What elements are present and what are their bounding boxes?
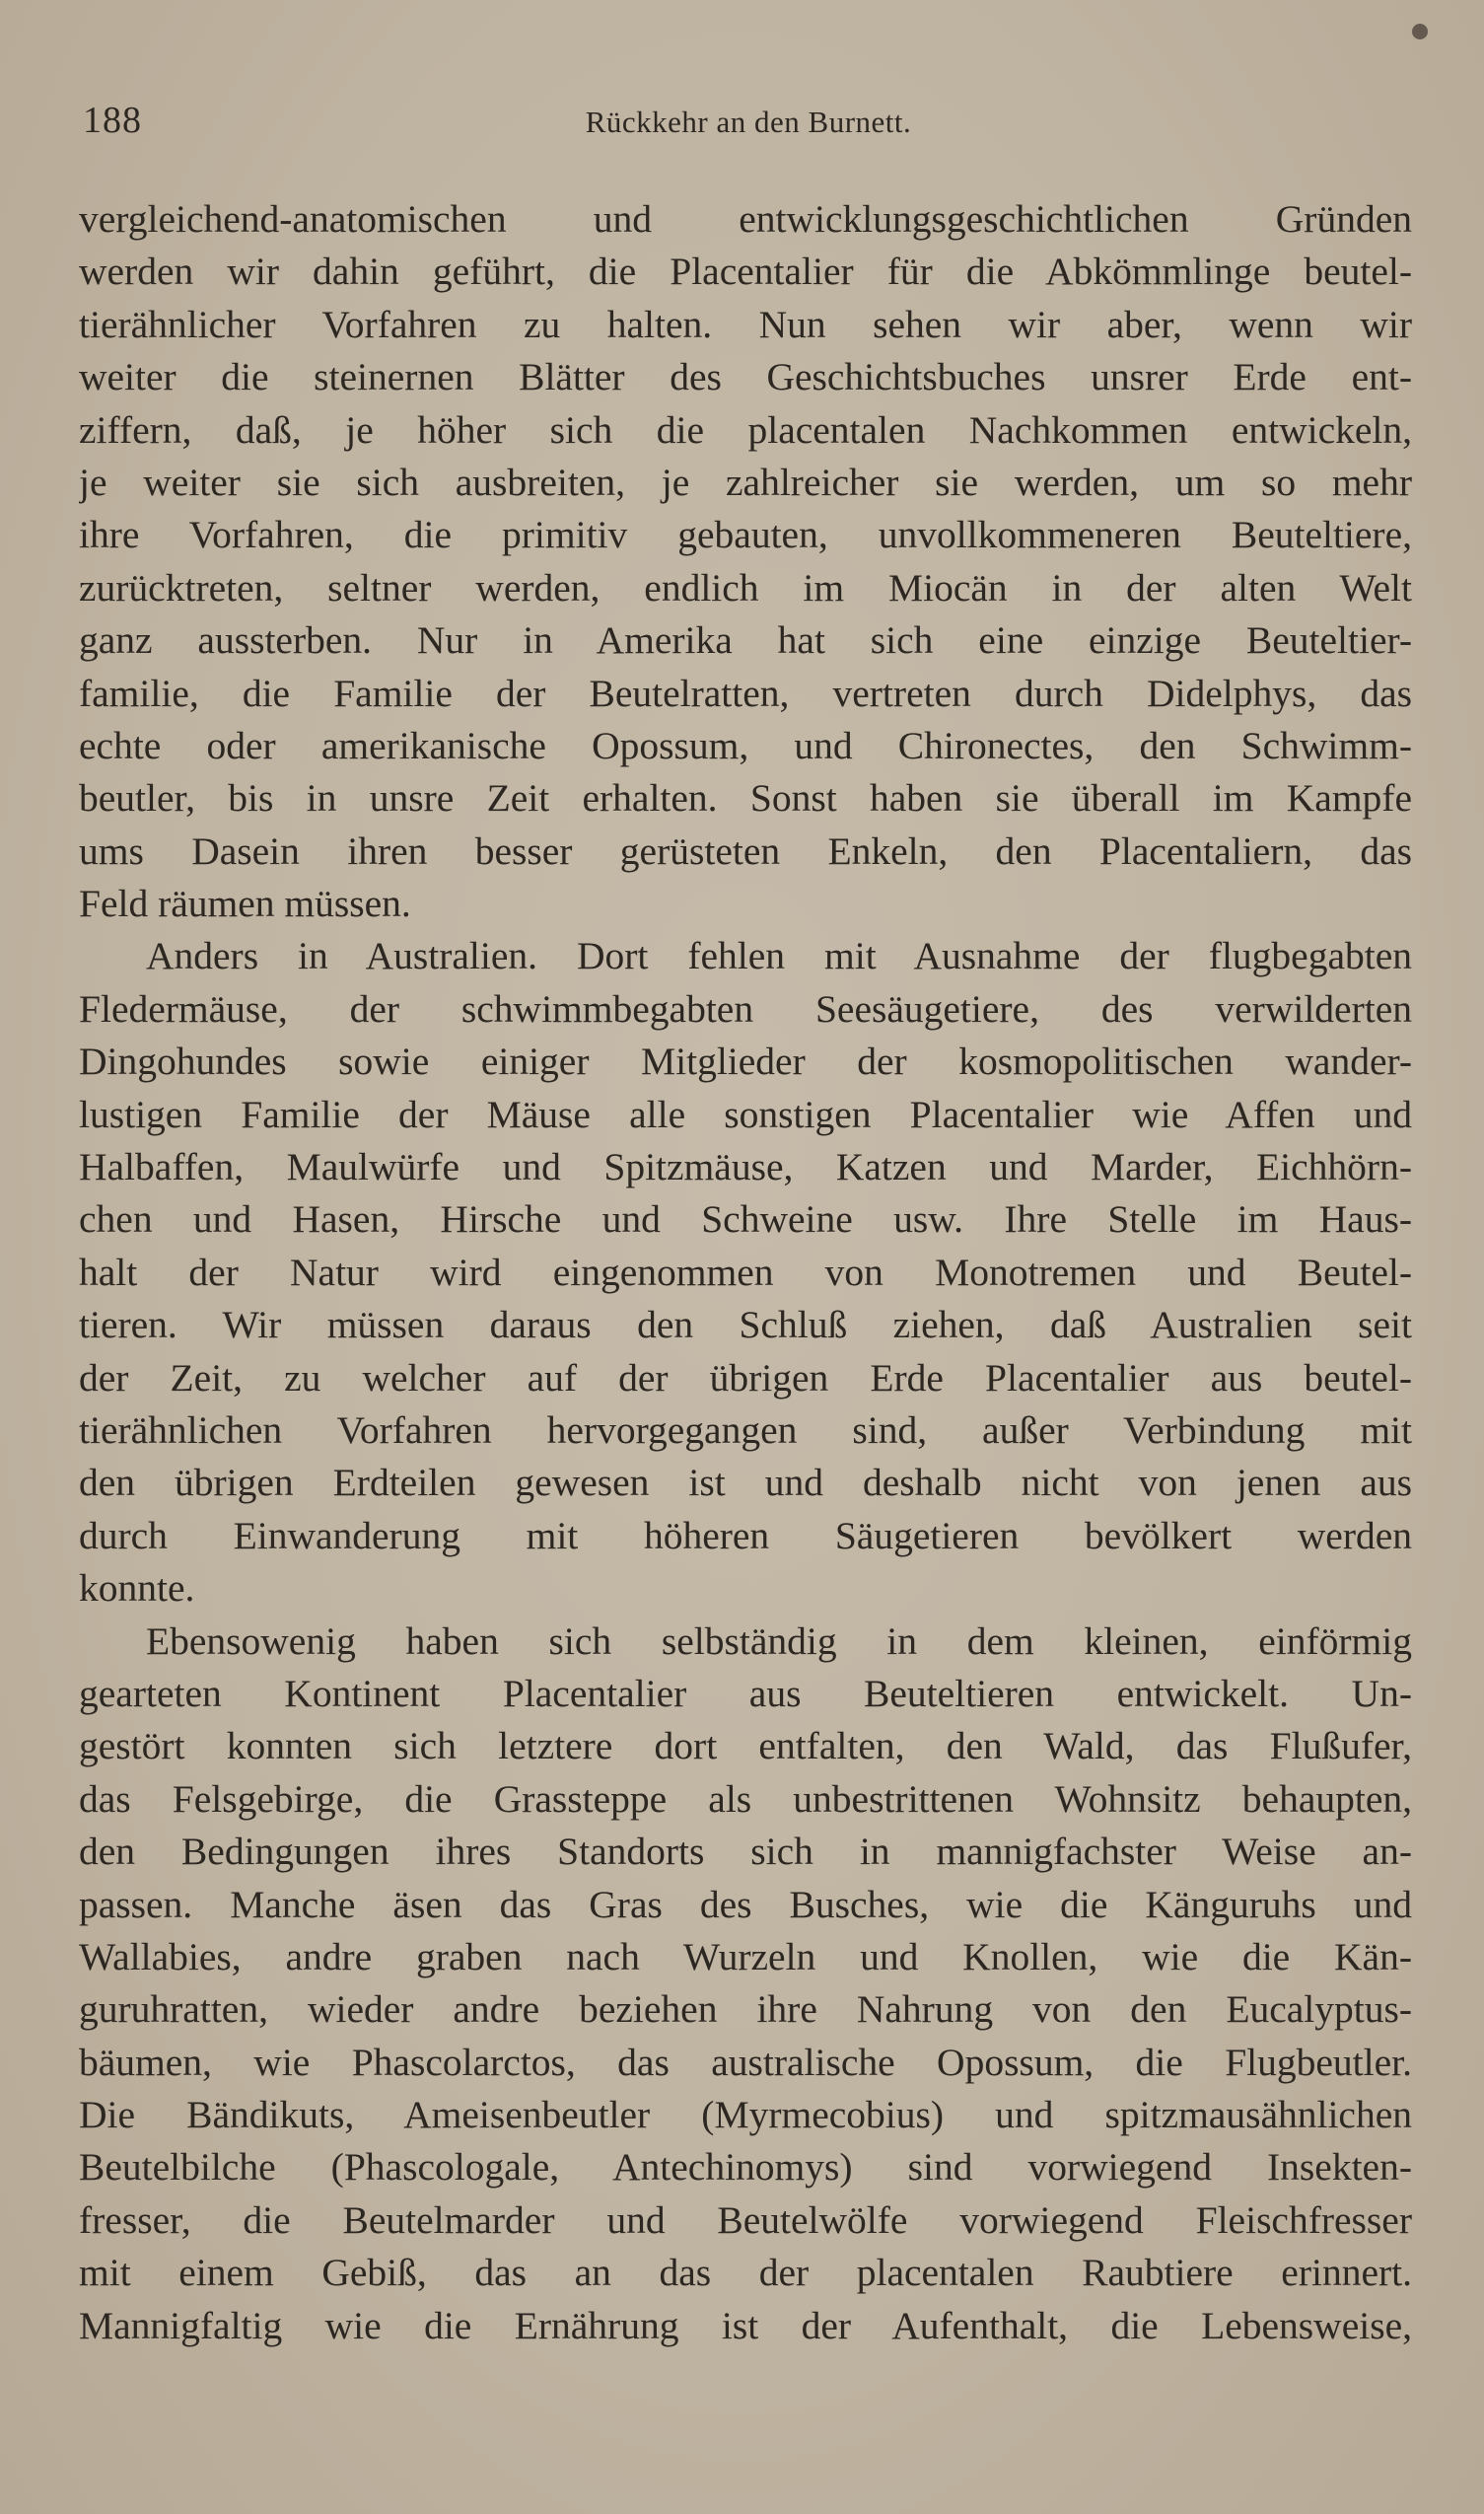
text-line: tieren. Wir müssen daraus den Schluß ziehen, daß Australien seit [79,1303,1412,1347]
text-line: tierähnlichen Vorfahren hervorgegangen sind, außer Verbindung mit [79,1407,1412,1452]
text-line: werden wir dahin geführt, die Placentalier für die Abkömmlinge beutel- [79,250,1412,294]
text-line: chen und Hasen, Hirsche und Schweine usw. Ihre Stelle im Haus- [79,1197,1412,1242]
text-line: gearteten Kontinent Placentalier aus Beuteltieren entwickelt. Un- [79,1671,1412,1715]
text-line: weiter die steinernen Blätter des Geschichtsbuches unsrer Erde ent- [79,355,1412,399]
text-line: konnte. [79,1566,195,1611]
text-line: familie, die Familie der Beutelratten, vertreten durch Didelphys, das [79,671,1412,715]
text-line: Fledermäuse, der schwimmbegabten Seesäugetiere, des verwilderten [79,986,1412,1031]
text-line: mit einem Gebiß, das an das der placentalen Raubtiere erinnert. [79,2251,1412,2295]
text-line: das Felsgebirge, die Grassteppe als unbestrittenen Wohnsitz behaupten, [79,1776,1412,1821]
text-line: der Zeit, zu welcher auf der übrigen Erde Placentalier aus beutel- [79,1355,1412,1400]
text-line: Anders in Australien. Dort fehlen mit Ausnahme der flugbegabten [146,934,1412,978]
text-line: beutler, bis in unsre Zeit erhalten. Sonst haben sie überall im Kampfe [79,776,1412,821]
text-line: Ebensowenig haben sich selbständig in dem kleinen, einförmig [146,1618,1412,1663]
text-line: Die Bändikuts, Ameisenbeutler (Myrmecobius) und spitzmausähnlichen [79,2093,1412,2137]
text-line: Dingohundes sowie einiger Mitglieder der kosmopolitischen wander- [79,1040,1412,1084]
text-line: bäumen, wie Phascolarctos, das australische Opossum, die Flugbeutler. [79,2040,1412,2084]
text-line: halt der Natur wird eingenommen von Monotremen und Beutel- [79,1250,1412,1294]
text-line: ziffern, daß, je höher sich die placentalen Nachkommen entwickeln, [79,407,1412,452]
text-line: passen. Manche äsen das Gras des Busches, wie die Känguruhs und [79,1882,1412,1926]
body-text [79,193,1412,2352]
text-line: durch Einwanderung mit höheren Säugetieren bevölkert werden [79,1513,1412,1557]
text-line: ihre Vorfahren, die primitiv gebauten, unvollkommeneren Beuteltiere, [79,513,1412,557]
text-line: vergleichend-anatomischen und entwicklungsgeschichtlichen Gründen [79,197,1412,241]
page-number: 188 [83,100,142,141]
text-line: lustigen Familie der Mäuse alle sonstigen Placentalier wie Affen und [79,1092,1412,1136]
running-title: Rückkehr an den Burnett. [585,105,912,139]
text-line: fresser, die Beutelmarder und Beutelwölfe vorwiegend Fleischfresser [79,2197,1412,2242]
text-line: gestört konnten sich letztere dort entfalten, den Wald, das Flußufer, [79,1724,1412,1768]
text-line: ums Dasein ihren besser gerüsteten Enkeln, den Placentaliern, das [79,828,1412,873]
text-line: guruhratten, wieder andre beziehen ihre Nahrung von den Eucalyptus- [79,1987,1412,2032]
page-header [83,99,1414,148]
text-line: tierähnlicher Vorfahren zu halten. Nun sehen wir aber, wenn wir [79,302,1412,346]
text-line: ganz aussterben. Nur in Amerika hat sich eine einzige Beuteltier- [79,618,1412,663]
text-line: Halbaffen, Maulwürfe und Spitzmäuse, Katzen und Marder, Eichhörn- [79,1145,1412,1189]
text-line: zurücktreten, seltner werden, endlich im Miocän in der alten Welt [79,565,1412,610]
text-line: den übrigen Erdteilen gewesen ist und deshalb nicht von jenen aus [79,1461,1412,1505]
text-line: Feld räumen müssen. [79,882,411,926]
text-line: Wallabies, andre graben nach Wurzeln und Knollen, wie die Kän- [79,1934,1412,1978]
text-line: echte oder amerikanische Opossum, und Chironectes, den Schwimm- [79,723,1412,767]
text-line: je weiter sie sich ausbreiten, je zahlreicher sie werden, um so mehr [79,460,1412,504]
text-line: Mannigfaltig wie die Ernährung ist der Aufenthalt, die Lebensweise, [79,2303,1412,2347]
ink-speck [1412,24,1428,39]
text-line: Beutelbilche (Phascologale, Antechinomys) sind vorwiegend Insekten- [79,2145,1412,2190]
text-line: den Bedingungen ihres Standorts sich in mannigfachster Weise an- [79,1830,1412,1874]
